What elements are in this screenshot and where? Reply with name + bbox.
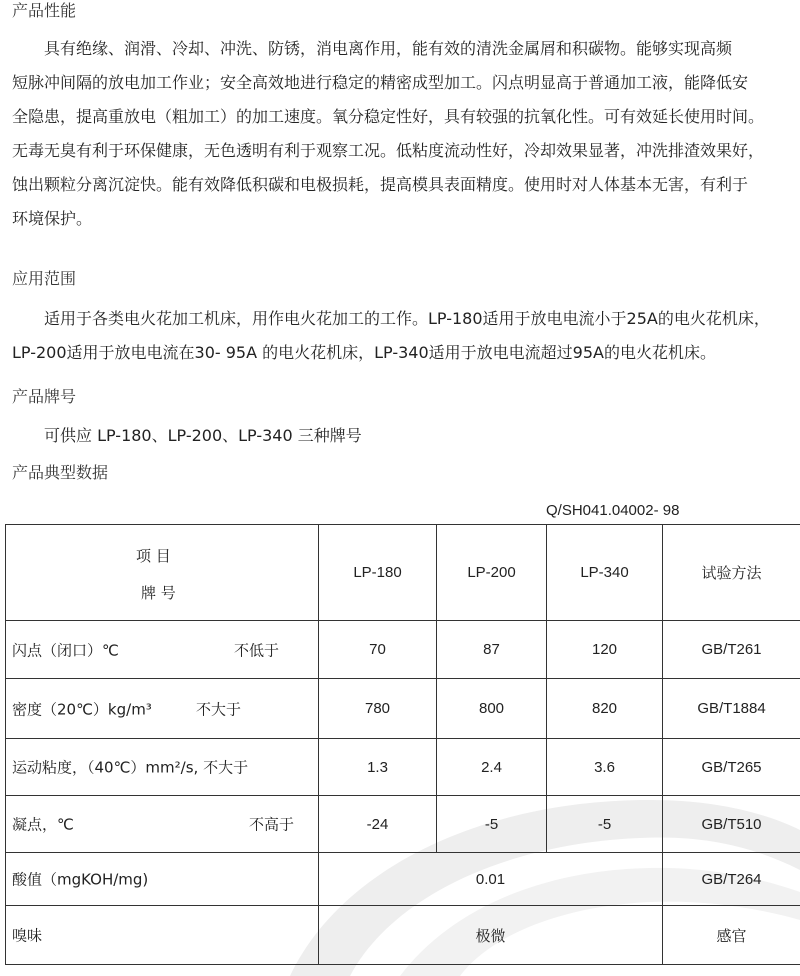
row-label: 酸值（mgKOH/mg): [12, 870, 149, 889]
standard-code: Q/SH041.04002- 98: [546, 502, 680, 519]
corner-grade-label: 牌 号: [141, 584, 176, 602]
method-header: 试验方法: [663, 525, 800, 621]
section-title-application: 应用范围: [12, 269, 77, 288]
table-row: [6, 739, 800, 796]
corner-cell: [6, 525, 319, 621]
paragraph-line: 短脉冲间隔的放电加工作业；安全高效地进行稳定的精密成型加工。闪点明显高于普通加工液，能降低安: [12, 73, 749, 92]
table-cell: 780: [319, 679, 437, 739]
column-header: LP-340: [547, 525, 663, 621]
table-cell: 820: [547, 679, 663, 739]
row-label-cell: [6, 853, 319, 906]
method-cell: GB/T264: [663, 853, 800, 906]
table-row: [6, 621, 800, 679]
table-header-row: [6, 525, 800, 621]
row-label: 凝点，℃: [12, 815, 74, 834]
paragraph-line: 适用于各类电火花加工机床，用作电火花加工的工作。LP-180适用于放电电流小于25A的电火花机床，: [12, 309, 770, 328]
table-row: [6, 853, 800, 906]
grades-paragraph: [12, 419, 800, 453]
table-cell-merged: 极微: [319, 906, 663, 965]
paragraph-line: 全隐患，提高重放电（粗加工）的加工速度。氧分稳定性好，具有较强的抗氧化性。可有效延长使用时间。: [12, 107, 765, 126]
table-cell-merged: 0.01: [319, 853, 663, 906]
row-label-cell: [6, 739, 319, 796]
row-qualifier: 不低于: [234, 641, 280, 659]
paragraph-line: 无毒无臭有利于环保健康，无色透明有利于观察工况。低粘度流动性好，冷却效果显著，冲洗排渣效果好，: [12, 141, 765, 160]
table-cell: 3.6: [547, 739, 663, 796]
table-cell: -5: [547, 796, 663, 853]
table-cell: 1.3: [319, 739, 437, 796]
table-cell: 120: [547, 621, 663, 679]
row-label-cell: [6, 796, 319, 853]
method-cell: GB/T261: [663, 621, 800, 679]
table-row: [6, 796, 800, 853]
method-cell: GB/T265: [663, 739, 800, 796]
row-label: 闪点（闭口）℃: [12, 641, 119, 659]
table-cell: 87: [437, 621, 547, 679]
row-qualifier: 不大于: [196, 700, 242, 718]
paragraph-line: 蚀出颗粒分离沉淀快。能有效降低积碳和电极损耗，提高模具表面精度。使用时对人体基本无害，有利于: [12, 175, 749, 194]
table-cell: -24: [319, 796, 437, 853]
table-row: [6, 679, 800, 739]
row-label: 嗅味: [12, 926, 43, 945]
table-cell: 70: [319, 621, 437, 679]
corner-item-label: 项 目: [136, 547, 171, 565]
paragraph-line: LP-200适用于放电电流在30- 95A 的电火花机床，LP-340适用于放电电流超过95A的电火花机床。: [12, 343, 716, 362]
section-title-performance: 产品性能: [12, 1, 77, 20]
table-cell: 800: [437, 679, 547, 739]
row-qualifier: 不高于: [249, 815, 295, 834]
method-cell: GB/T510: [663, 796, 800, 853]
typical-data-table: [5, 524, 800, 965]
table-cell: 2.4: [437, 739, 547, 796]
paragraph-line: 具有绝缘、润滑、冷却、冲洗、防锈，消电离作用，能有效的清洗金属屑和积碳物。能够实现高频: [12, 39, 733, 58]
section-title-grades: 产品牌号: [12, 387, 77, 406]
row-label-cell: [6, 906, 319, 965]
column-header: LP-200: [437, 525, 547, 621]
column-header: LP-180: [319, 525, 437, 621]
method-cell: 感官: [663, 906, 800, 965]
performance-paragraph: [12, 32, 800, 236]
table-cell: -5: [437, 796, 547, 853]
table-row: [6, 906, 800, 965]
paragraph-line: 环境保护。: [12, 209, 93, 228]
row-label: 密度（20℃）kg/m³: [12, 700, 152, 718]
row-label: 运动粘度，（40℃）mm²/s, 不大于: [12, 758, 249, 777]
section-title-typical-data: 产品典型数据: [12, 463, 109, 482]
method-cell: GB/T1884: [663, 679, 800, 739]
row-label-cell: [6, 621, 319, 679]
application-paragraph: [12, 302, 800, 370]
row-label-cell: [6, 679, 319, 739]
paragraph-line: 可供应 LP-180、LP-200、LP-340 三种牌号: [12, 426, 362, 445]
